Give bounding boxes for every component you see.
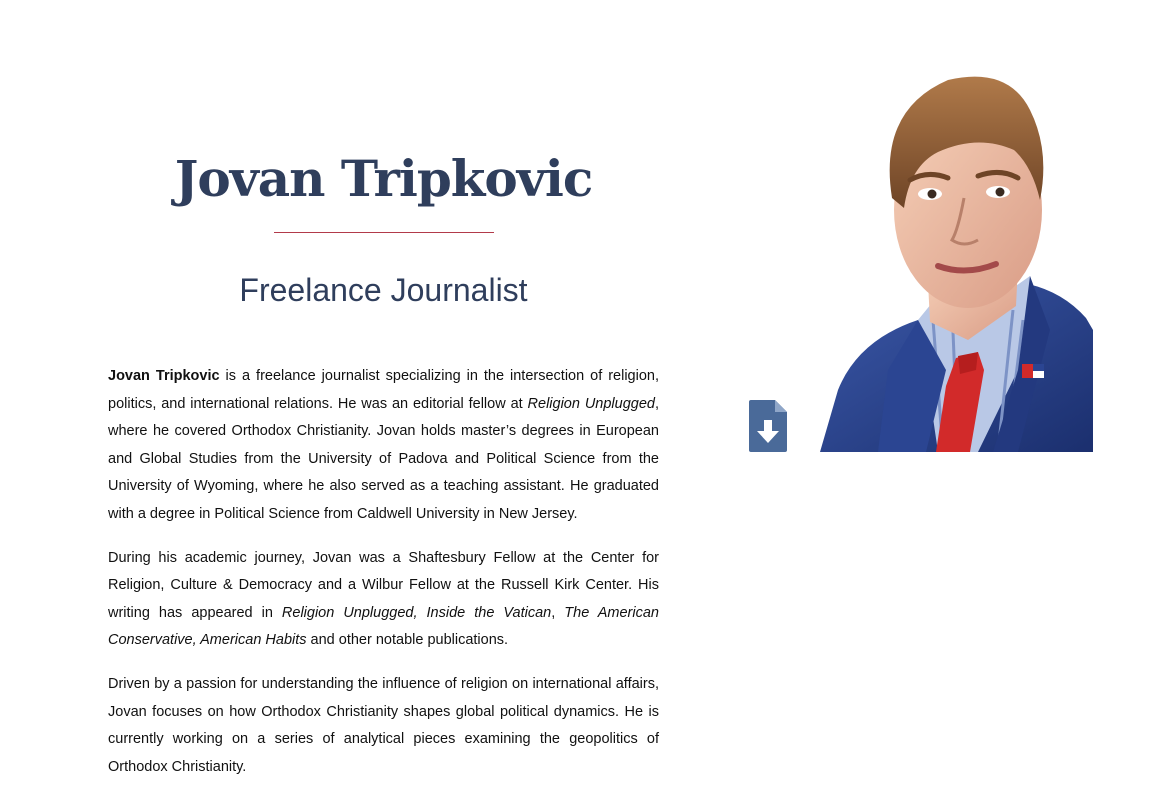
title-divider xyxy=(274,232,494,233)
bio-text: is a freelance journalist specializing in the intersection of religion, politics, and international relations. He was an editorial fellow at xyxy=(108,368,659,412)
bio-text: , where he covered Orthodox Christianity. Jovan holds master’s degrees in European and Global Studies from the University of Padova and Political Science from the University of Wyoming, where he also served as a teaching assistant. He graduated with a degree in Political Science from Caldwell University in New Jersey. xyxy=(108,395,659,522)
profile-name: Jovan Tripkovic xyxy=(174,149,593,208)
publication-title: The American Conservative, American Habits xyxy=(108,604,659,649)
bio-text: and other notable publications. xyxy=(306,632,509,649)
bio-text: During his academic journey, Jovan was a Shaftesbury Fellow at the Center for Religion, Culture & Democracy and a Wilbur Fellow at the Russell Kirk Center. His writing has appeared in xyxy=(108,549,659,621)
file-download-icon[interactable] xyxy=(749,400,789,452)
bio-paragraph xyxy=(108,545,659,655)
bio-name-bold: Jovan Tripkovic xyxy=(108,368,220,384)
publication-title: Religion Unplugged xyxy=(527,395,655,412)
bio-text: Driven by a passion for understanding the influence of religion on international affairs, Jovan focuses on how Orthodox Christianity shapes global political dynamics. He is currently working on a series of analytical pieces examining the geopolitics of Orthodox Christianity. xyxy=(108,675,659,775)
file-download-icon xyxy=(749,400,789,452)
biography xyxy=(108,363,659,797)
portrait-image xyxy=(818,70,1093,452)
portrait-illustration xyxy=(818,70,1093,452)
bio-paragraph xyxy=(108,363,659,529)
publication-title: Religion Unplugged, Inside the Vatican xyxy=(281,604,552,621)
bio-text: , xyxy=(551,604,565,621)
bio-paragraph xyxy=(108,671,659,781)
profile-job-title: Freelance Journalist xyxy=(239,272,528,308)
